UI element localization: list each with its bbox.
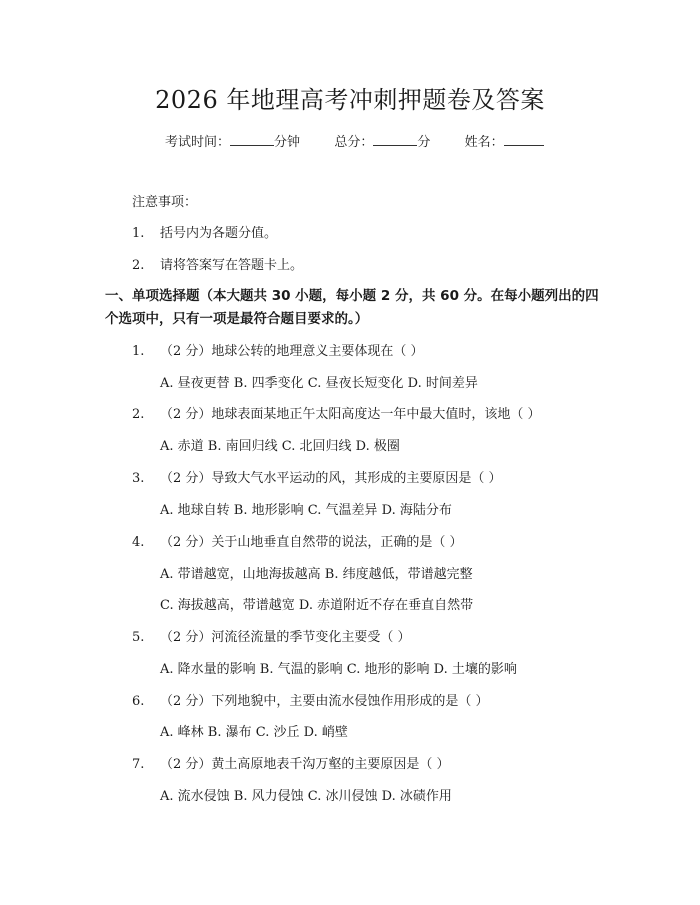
question-text: （2 分）导致大气水平运动的风，其形成的主要原因是（ ）: [160, 471, 502, 486]
question-item: [132, 531, 463, 550]
question-number: 4.: [132, 535, 145, 550]
question-options: A. 峰林 B. 瀑布 C. 沙丘 D. 峭壁: [160, 725, 348, 740]
question-number: 3.: [132, 471, 145, 486]
page-title: 2026 年地理高考冲刺押题卷及答案: [155, 86, 545, 114]
exam-info-line: [165, 131, 544, 153]
question-options: A. 流水侵蚀 B. 风力侵蚀 C. 冰川侵蚀 D. 冰碛作用: [160, 789, 452, 804]
question-number: 6.: [132, 694, 145, 709]
question-item: [132, 403, 541, 422]
question-item: [132, 467, 502, 486]
name-blank: [504, 131, 544, 146]
section-heading: 一、单项选择题（本大题共 30 小题，每小题 2 分，共 60 分。在每小题列出的四个选项中，只有一项是最符合题目要求的。）: [105, 288, 599, 327]
time-label: 考试时间：: [165, 135, 231, 150]
question-item: [132, 626, 411, 645]
notice-item-text: 括号内为各题分值。: [160, 226, 278, 241]
question-number: 7.: [132, 757, 145, 772]
question-text: （2 分）河流径流量的季节变化主要受（ ）: [160, 630, 411, 645]
notice-item: [132, 222, 277, 241]
notice-heading: 注意事项：: [132, 195, 198, 210]
question-text: （2 分）地球公转的地理意义主要体现在（ ）: [160, 344, 424, 359]
time-blank: [230, 131, 274, 146]
time-unit: 分钟: [274, 135, 301, 150]
question-options: A. 降水量的影响 B. 气温的影响 C. 地形的影响 D. 土壤的影响: [160, 662, 517, 677]
question-number: 1.: [132, 344, 145, 359]
question-options: A. 赤道 B. 南回归线 C. 北回归线 D. 极圈: [160, 439, 400, 454]
question-text: （2 分）地球表面某地正午太阳高度达一年中最大值时，该地（ ）: [160, 407, 541, 422]
question-number: 2.: [132, 407, 145, 422]
notice-item-number: 1.: [132, 226, 145, 241]
name-label: 姓名：: [464, 135, 504, 150]
question-item: [132, 753, 450, 772]
question-number: 5.: [132, 630, 145, 645]
notice-item-text: 请将答案写在答题卡上。: [160, 258, 304, 273]
question-item: [132, 340, 424, 359]
question-options: C. 海拔越高，带谱越宽 D. 赤道附近不存在垂直自然带: [160, 598, 474, 613]
question-text: （2 分）黄土高原地表千沟万壑的主要原因是（ ）: [160, 757, 450, 772]
question-options: A. 地球自转 B. 地形影响 C. 气温差异 D. 海陆分布: [160, 503, 452, 518]
score-blank: [373, 131, 417, 146]
score-label: 总分：: [334, 135, 374, 150]
question-item: [132, 690, 489, 709]
question-text: （2 分）下列地貌中，主要由流水侵蚀作用形成的是（ ）: [160, 694, 489, 709]
notice-item: [132, 254, 303, 273]
notice-item-number: 2.: [132, 258, 145, 273]
question-options: A. 带谱越宽，山地海拔越高 B. 纬度越低，带谱越完整: [160, 567, 473, 582]
question-options: A. 昼夜更替 B. 四季变化 C. 昼夜长短变化 D. 时间差异: [160, 376, 478, 391]
score-unit: 分: [417, 135, 431, 150]
question-text: （2 分）关于山地垂直自然带的说法，正确的是（ ）: [160, 535, 463, 550]
